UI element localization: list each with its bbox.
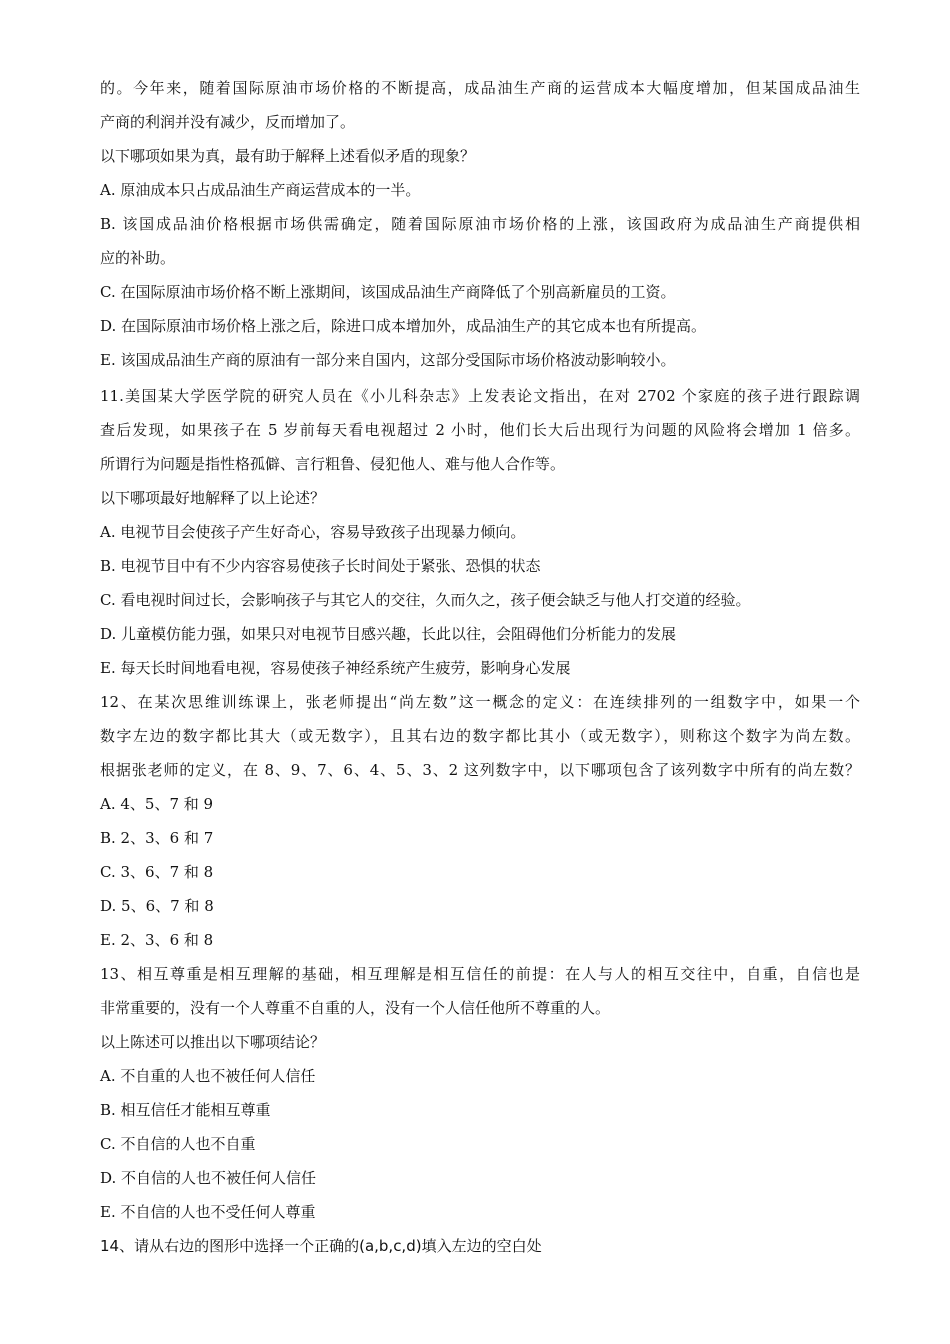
answer-option: E. 不自信的人也不受任何人尊重 xyxy=(100,1203,316,1221)
text-line: 数字左边的数字都比其大（或无数字），且其右边的数字都比其小（或无数字），则称这个数字为尚左数。 xyxy=(100,727,860,745)
question-stem: 13、相互尊重是相互理解的基础，相互理解是相互信任的前提：在人与人的相互交往中，自重，自信也是 xyxy=(100,965,860,983)
answer-option: C. 在国际原油市场价格不断上涨期间，该国成品油生产商降低了个别高新雇员的工资。 xyxy=(100,283,676,301)
answer-option: E. 每天长时间地看电视，容易使孩子神经系统产生疲劳，影响身心发展 xyxy=(100,659,571,677)
text-line: 的。今年来，随着国际原油市场价格的不断提高，成品油生产商的运营成本大幅度增加，但某国成品油生 xyxy=(100,79,860,97)
answer-option: B. 该国成品油价格根据市场供需确定，随着国际原油市场价格的上涨，该国政府为成品油生产商提供相 xyxy=(100,215,860,233)
question-stem: 14、请从右边的图形中选择一个正确的(a,b,c,d)填入左边的空白处 xyxy=(100,1237,542,1255)
question-prompt: 以下哪项最好地解释了以上论述？ xyxy=(100,489,326,507)
answer-option: A. 4、5、7 和 9 xyxy=(100,795,214,813)
question-prompt: 以下哪项如果为真，最有助于解释上述看似矛盾的现象？ xyxy=(100,147,476,165)
question-stem: 12、在某次思维训练课上，张老师提出“尚左数”这一概念的定义：在连续排列的一组数字中，如果一个 xyxy=(100,693,860,711)
question-prompt: 以上陈述可以推出以下哪项结论？ xyxy=(100,1033,326,1051)
answer-option: C. 不自信的人也不自重 xyxy=(100,1135,256,1153)
answer-option: D. 儿童模仿能力强，如果只对电视节目感兴趣，长此以往，会阻碍他们分析能力的发展 xyxy=(100,625,677,643)
answer-option: B. 2、3、6 和 7 xyxy=(100,829,214,847)
answer-option: E. 2、3、6 和 8 xyxy=(100,931,214,949)
text-line: 应的补助。 xyxy=(100,249,176,267)
answer-option: C. 看电视时间过长，会影响孩子与其它人的交往，久而久之，孩子便会缺乏与他人打交道的经验。 xyxy=(100,591,751,609)
text-line: 所谓行为问题是指性格孤僻、言行粗鲁、侵犯他人、难与他人合作等。 xyxy=(100,455,566,473)
text-line: 非常重要的，没有一个人尊重不自重的人，没有一个人信任他所不尊重的人。 xyxy=(100,999,611,1017)
answer-option: C. 3、6、7 和 8 xyxy=(100,863,214,881)
answer-option: D. 不自信的人也不被任何人信任 xyxy=(100,1169,317,1187)
answer-option: B. 相互信任才能相互尊重 xyxy=(100,1101,271,1119)
answer-option: A. 电视节目会使孩子产生好奇心，容易导致孩子出现暴力倾向。 xyxy=(100,523,526,541)
text-line: 产商的利润并没有减少，反而增加了。 xyxy=(100,113,356,131)
answer-option: D. 在国际原油市场价格上涨之后，除进口成本增加外，成品油生产的其它成本也有所提高。 xyxy=(100,317,707,335)
question-stem: 11.美国某大学医学院的研究人员在《小儿科杂志》上发表论文指出，在对 2702 个家庭的孩子进行跟踪调 xyxy=(100,387,860,405)
answer-option: D. 5、6、7 和 8 xyxy=(100,897,214,915)
answer-option: A. 不自重的人也不被任何人信任 xyxy=(100,1067,316,1085)
text-line: 根据张老师的定义，在 8、9、7、6、4、5、3、2 这列数字中，以下哪项包含了该列数字中所有的尚左数？ xyxy=(100,761,860,779)
answer-option: E. 该国成品油生产商的原油有一部分来自国内，这部分受国际市场价格波动影响较小。 xyxy=(100,351,676,369)
answer-option: B. 电视节目中有不少内容容易使孩子长时间处于紧张、恐惧的状态 xyxy=(100,557,541,575)
answer-option: A. 原油成本只占成品油生产商运营成本的一半。 xyxy=(100,181,421,199)
text-line: 查后发现，如果孩子在 5 岁前每天看电视超过 2 小时，他们长大后出现行为问题的风险将会增加 1 倍多。 xyxy=(100,421,860,439)
